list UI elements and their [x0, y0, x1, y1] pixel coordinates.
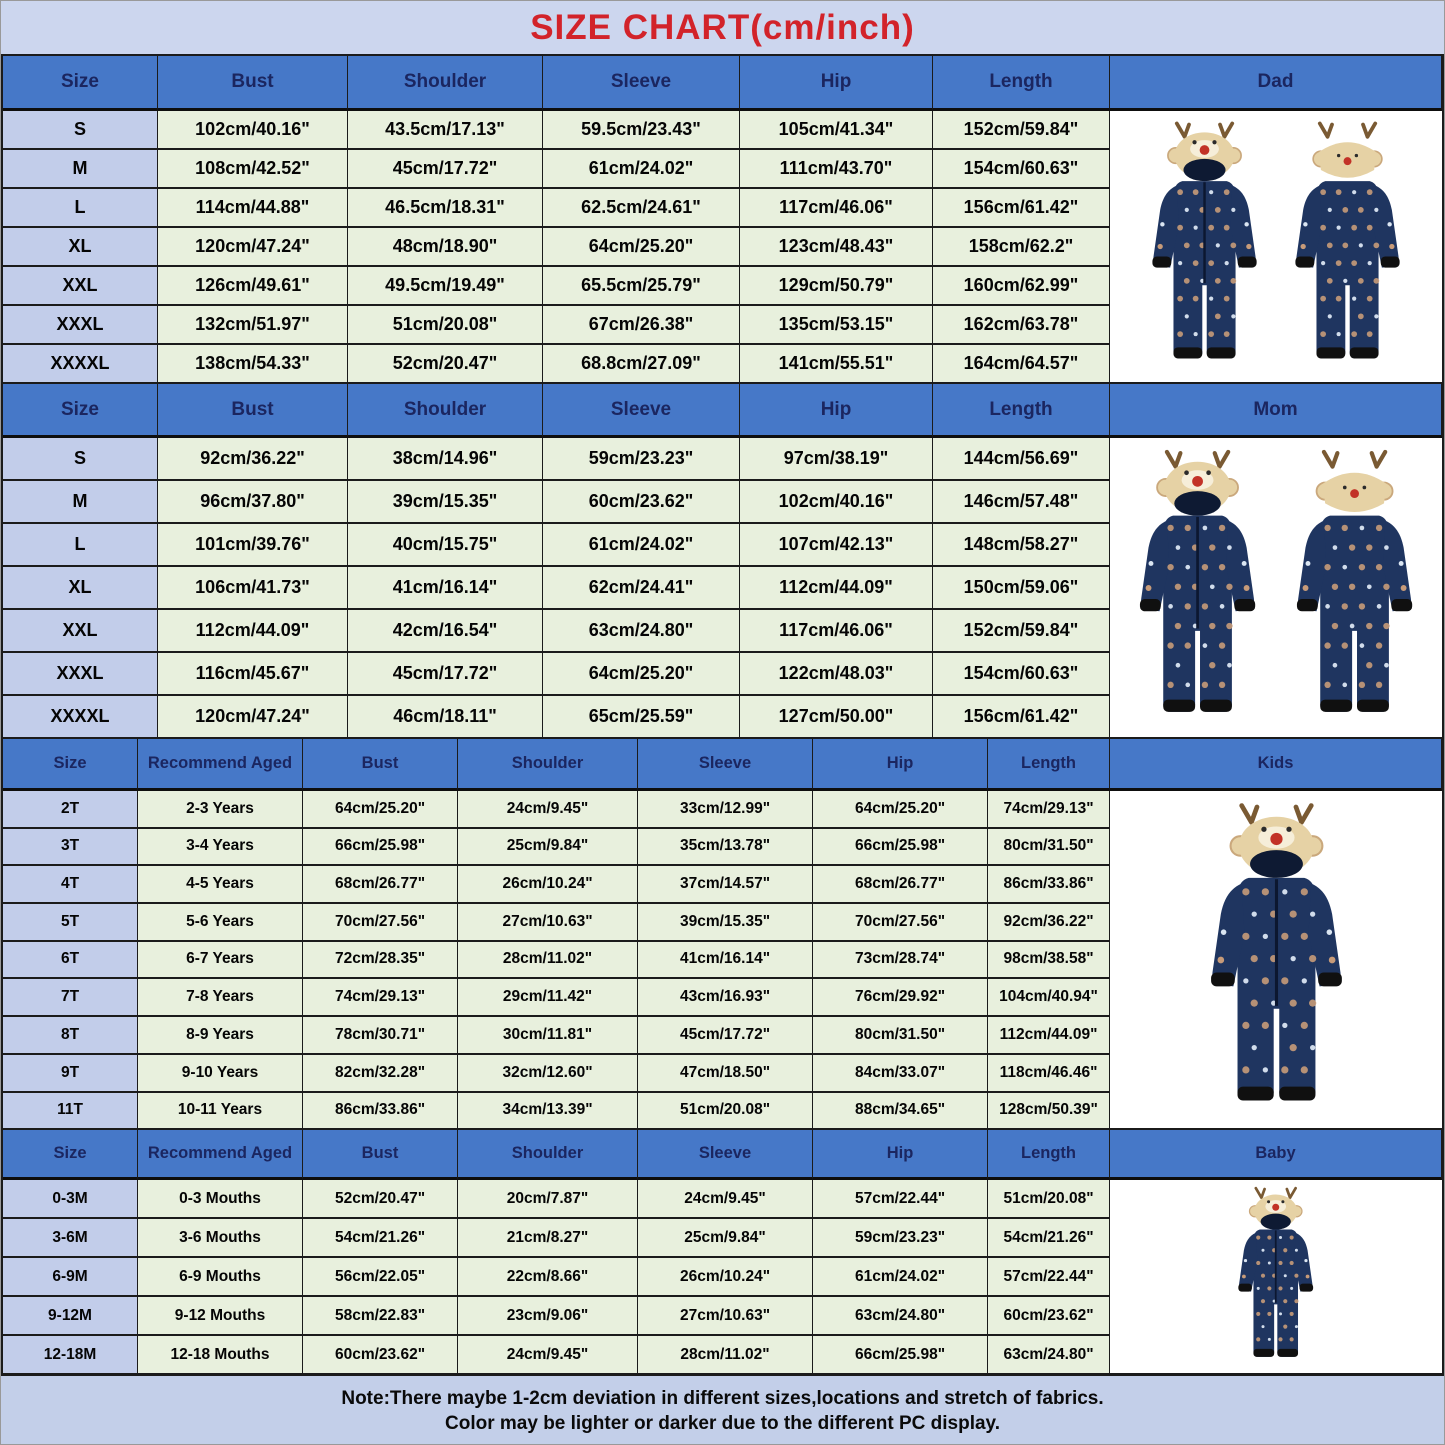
kids-column-header-4: Sleeve: [638, 739, 813, 791]
kids-value-cell: 82cm/32.28": [303, 1055, 458, 1093]
baby-pajama-front-image: [1228, 1185, 1323, 1368]
dad-value-cell: 154cm/60.63": [933, 150, 1110, 189]
kids-value-cell: 3-4 Years: [138, 829, 303, 867]
kids-value-cell: 41cm/16.14": [638, 942, 813, 980]
mom-size-cell: XL: [3, 567, 158, 610]
kids-column-header-0: Size: [3, 739, 138, 791]
kids-value-cell: 35cm/13.78": [638, 829, 813, 867]
baby-size-cell: 6-9M: [3, 1258, 138, 1297]
dad-value-cell: 114cm/44.88": [158, 189, 348, 228]
kids-size-cell: 5T: [3, 904, 138, 942]
mom-value-cell: 120cm/47.24": [158, 696, 348, 739]
kids-value-cell: 86cm/33.86": [988, 866, 1110, 904]
kids-value-cell: 128cm/50.39": [988, 1093, 1110, 1131]
kids-value-cell: 45cm/17.72": [638, 1017, 813, 1055]
baby-value-cell: 57cm/22.44": [988, 1258, 1110, 1297]
baby-value-cell: 58cm/22.83": [303, 1297, 458, 1336]
kids-value-cell: 30cm/11.81": [458, 1017, 638, 1055]
dad-value-cell: 43.5cm/17.13": [348, 111, 543, 150]
kids-value-cell: 34cm/13.39": [458, 1093, 638, 1131]
mom-value-cell: 92cm/36.22": [158, 438, 348, 481]
dad-value-cell: 138cm/54.33": [158, 345, 348, 384]
baby-value-cell: 23cm/9.06": [458, 1297, 638, 1336]
dad-value-cell: 158cm/62.2": [933, 228, 1110, 267]
kids-pajama-image-panel: [1110, 791, 1442, 1130]
kids-value-cell: 33cm/12.99": [638, 791, 813, 829]
kids-value-cell: 7-8 Years: [138, 979, 303, 1017]
baby-value-cell: 52cm/20.47": [303, 1180, 458, 1219]
kids-value-cell: 80cm/31.50": [988, 829, 1110, 867]
kids-size-cell: 9T: [3, 1055, 138, 1093]
kids-value-cell: 86cm/33.86": [303, 1093, 458, 1131]
mom-value-cell: 116cm/45.67": [158, 653, 348, 696]
dad-value-cell: 162cm/63.78": [933, 306, 1110, 345]
baby-value-cell: 54cm/21.26": [988, 1219, 1110, 1258]
dad-value-cell: 102cm/40.16": [158, 111, 348, 150]
mom-value-cell: 65cm/25.59": [543, 696, 740, 739]
mom-value-cell: 127cm/50.00": [740, 696, 933, 739]
dad-size-cell: L: [3, 189, 158, 228]
dad-column-header-0: Size: [3, 56, 158, 111]
kids-value-cell: 72cm/28.35": [303, 942, 458, 980]
kids-value-cell: 29cm/11.42": [458, 979, 638, 1017]
mom-value-cell: 64cm/25.20": [543, 653, 740, 696]
dad-column-header-3: Sleeve: [543, 56, 740, 111]
mom-pajama-image-panel: [1110, 438, 1442, 739]
baby-column-header-4: Sleeve: [638, 1130, 813, 1180]
dad-value-cell: 48cm/18.90": [348, 228, 543, 267]
mom-column-header-0: Size: [3, 384, 158, 438]
baby-column-header-3: Shoulder: [458, 1130, 638, 1180]
size-table-mom: [1, 384, 1444, 739]
kids-value-cell: 70cm/27.56": [813, 904, 988, 942]
dad-size-cell: XL: [3, 228, 158, 267]
mom-value-cell: 144cm/56.69": [933, 438, 1110, 481]
dad-value-cell: 62.5cm/24.61": [543, 189, 740, 228]
mom-value-cell: 40cm/15.75": [348, 524, 543, 567]
kids-column-header-2: Bust: [303, 739, 458, 791]
kids-value-cell: 6-7 Years: [138, 942, 303, 980]
dad-value-cell: 67cm/26.38": [543, 306, 740, 345]
mom-value-cell: 150cm/59.06": [933, 567, 1110, 610]
size-table-kids: [1, 739, 1444, 1130]
dad-column-header-4: Hip: [740, 56, 933, 111]
dad-size-cell: XXXL: [3, 306, 158, 345]
mom-column-header-3: Sleeve: [543, 384, 740, 438]
dad-value-cell: 120cm/47.24": [158, 228, 348, 267]
baby-value-cell: 9-12 Mouths: [138, 1297, 303, 1336]
note-line-1: Note:There maybe 1-2cm deviation in different sizes,locations and stretch of fabrics.: [341, 1387, 1104, 1409]
mom-value-cell: 41cm/16.14": [348, 567, 543, 610]
mom-value-cell: 107cm/42.13": [740, 524, 933, 567]
dad-value-cell: 129cm/50.79": [740, 267, 933, 306]
mom-value-cell: 148cm/58.27": [933, 524, 1110, 567]
mom-size-cell: L: [3, 524, 158, 567]
mom-column-header-1: Bust: [158, 384, 348, 438]
mom-size-cell: M: [3, 481, 158, 524]
mom-value-cell: 38cm/14.96": [348, 438, 543, 481]
baby-value-cell: 24cm/9.45": [638, 1180, 813, 1219]
mom-value-cell: 61cm/24.02": [543, 524, 740, 567]
baby-value-cell: 54cm/21.26": [303, 1219, 458, 1258]
dad-value-cell: 45cm/17.72": [348, 150, 543, 189]
baby-column-header-1: Recommend Aged: [138, 1130, 303, 1180]
dad-pajama-back-image: [1281, 119, 1414, 374]
dad-value-cell: 68.8cm/27.09": [543, 345, 740, 384]
kids-value-cell: 32cm/12.60": [458, 1055, 638, 1093]
mom-value-cell: 60cm/23.62": [543, 481, 740, 524]
kids-column-header-1: Recommend Aged: [138, 739, 303, 791]
note-footer: [1, 1375, 1444, 1445]
dad-column-header-1: Bust: [158, 56, 348, 111]
baby-value-cell: 6-9 Mouths: [138, 1258, 303, 1297]
baby-value-cell: 61cm/24.02": [813, 1258, 988, 1297]
kids-value-cell: 80cm/31.50": [813, 1017, 988, 1055]
dad-value-cell: 61cm/24.02": [543, 150, 740, 189]
mom-size-cell: XXXL: [3, 653, 158, 696]
baby-pajama-image-panel: [1110, 1180, 1442, 1375]
mom-group-label: Mom: [1110, 384, 1442, 438]
baby-size-cell: 0-3M: [3, 1180, 138, 1219]
baby-group-label: Baby: [1110, 1130, 1442, 1180]
kids-value-cell: 73cm/28.74": [813, 942, 988, 980]
mom-size-cell: XXL: [3, 610, 158, 653]
kids-value-cell: 112cm/44.09": [988, 1017, 1110, 1055]
mom-size-cell: XXXXL: [3, 696, 158, 739]
dad-group-label: Dad: [1110, 56, 1442, 111]
mom-value-cell: 122cm/48.03": [740, 653, 933, 696]
mom-value-cell: 146cm/57.48": [933, 481, 1110, 524]
kids-value-cell: 78cm/30.71": [303, 1017, 458, 1055]
mom-value-cell: 63cm/24.80": [543, 610, 740, 653]
mom-value-cell: 96cm/37.80": [158, 481, 348, 524]
kids-size-cell: 11T: [3, 1093, 138, 1131]
kids-value-cell: 66cm/25.98": [303, 829, 458, 867]
baby-value-cell: 28cm/11.02": [638, 1336, 813, 1375]
baby-size-cell: 9-12M: [3, 1297, 138, 1336]
baby-column-header-0: Size: [3, 1130, 138, 1180]
mom-value-cell: 45cm/17.72": [348, 653, 543, 696]
dad-value-cell: 52cm/20.47": [348, 345, 543, 384]
mom-value-cell: 97cm/38.19": [740, 438, 933, 481]
kids-pajama-front-image: [1193, 800, 1360, 1120]
dad-value-cell: 111cm/43.70": [740, 150, 933, 189]
baby-value-cell: 21cm/8.27": [458, 1219, 638, 1258]
mom-size-cell: S: [3, 438, 158, 481]
baby-value-cell: 66cm/25.98": [813, 1336, 988, 1375]
kids-size-cell: 4T: [3, 866, 138, 904]
mom-column-header-2: Shoulder: [348, 384, 543, 438]
dad-pajama-front-image: [1138, 119, 1271, 374]
kids-value-cell: 68cm/26.77": [813, 866, 988, 904]
kids-value-cell: 68cm/26.77": [303, 866, 458, 904]
kids-value-cell: 118cm/46.46": [988, 1055, 1110, 1093]
baby-value-cell: 22cm/8.66": [458, 1258, 638, 1297]
dad-pajama-image-panel: [1110, 111, 1442, 384]
dad-value-cell: 164cm/64.57": [933, 345, 1110, 384]
baby-value-cell: 26cm/10.24": [638, 1258, 813, 1297]
baby-size-cell: 3-6M: [3, 1219, 138, 1258]
mom-value-cell: 102cm/40.16": [740, 481, 933, 524]
kids-value-cell: 27cm/10.63": [458, 904, 638, 942]
dad-size-cell: XXL: [3, 267, 158, 306]
dad-value-cell: 49.5cm/19.49": [348, 267, 543, 306]
page-title: SIZE CHART(cm/inch): [530, 7, 915, 47]
dad-value-cell: 135cm/53.15": [740, 306, 933, 345]
baby-value-cell: 59cm/23.23": [813, 1219, 988, 1258]
mom-pajama-front-image: [1124, 447, 1271, 729]
dad-value-cell: 160cm/62.99": [933, 267, 1110, 306]
baby-column-header-6: Length: [988, 1130, 1110, 1180]
kids-value-cell: 88cm/34.65": [813, 1093, 988, 1131]
kids-size-cell: 2T: [3, 791, 138, 829]
mom-value-cell: 154cm/60.63": [933, 653, 1110, 696]
baby-column-header-5: Hip: [813, 1130, 988, 1180]
kids-value-cell: 39cm/15.35": [638, 904, 813, 942]
dad-value-cell: 123cm/48.43": [740, 228, 933, 267]
mom-value-cell: 106cm/41.73": [158, 567, 348, 610]
baby-value-cell: 60cm/23.62": [303, 1336, 458, 1375]
kids-value-cell: 24cm/9.45": [458, 791, 638, 829]
kids-value-cell: 98cm/38.58": [988, 942, 1110, 980]
title-bar: [1, 1, 1444, 56]
dad-value-cell: 65.5cm/25.79": [543, 267, 740, 306]
baby-value-cell: 20cm/7.87": [458, 1180, 638, 1219]
kids-value-cell: 26cm/10.24": [458, 866, 638, 904]
baby-value-cell: 12-18 Mouths: [138, 1336, 303, 1375]
mom-value-cell: 152cm/59.84": [933, 610, 1110, 653]
baby-value-cell: 24cm/9.45": [458, 1336, 638, 1375]
baby-value-cell: 0-3 Mouths: [138, 1180, 303, 1219]
size-table-baby: [1, 1130, 1444, 1375]
dad-value-cell: 152cm/59.84": [933, 111, 1110, 150]
baby-value-cell: 63cm/24.80": [988, 1336, 1110, 1375]
dad-size-cell: S: [3, 111, 158, 150]
baby-value-cell: 27cm/10.63": [638, 1297, 813, 1336]
kids-size-cell: 6T: [3, 942, 138, 980]
baby-size-cell: 12-18M: [3, 1336, 138, 1375]
kids-value-cell: 25cm/9.84": [458, 829, 638, 867]
dad-value-cell: 51cm/20.08": [348, 306, 543, 345]
mom-value-cell: 156cm/61.42": [933, 696, 1110, 739]
mom-value-cell: 59cm/23.23": [543, 438, 740, 481]
dad-value-cell: 132cm/51.97": [158, 306, 348, 345]
dad-value-cell: 141cm/55.51": [740, 345, 933, 384]
kids-value-cell: 43cm/16.93": [638, 979, 813, 1017]
kids-value-cell: 9-10 Years: [138, 1055, 303, 1093]
baby-value-cell: 56cm/22.05": [303, 1258, 458, 1297]
mom-value-cell: 117cm/46.06": [740, 610, 933, 653]
kids-column-header-5: Hip: [813, 739, 988, 791]
dad-value-cell: 59.5cm/23.43": [543, 111, 740, 150]
kids-value-cell: 47cm/18.50": [638, 1055, 813, 1093]
dad-value-cell: 156cm/61.42": [933, 189, 1110, 228]
mom-value-cell: 42cm/16.54": [348, 610, 543, 653]
kids-value-cell: 104cm/40.94": [988, 979, 1110, 1017]
mom-value-cell: 62cm/24.41": [543, 567, 740, 610]
kids-value-cell: 76cm/29.92": [813, 979, 988, 1017]
dad-value-cell: 105cm/41.34": [740, 111, 933, 150]
mom-value-cell: 39cm/15.35": [348, 481, 543, 524]
kids-value-cell: 2-3 Years: [138, 791, 303, 829]
mom-value-cell: 112cm/44.09": [158, 610, 348, 653]
kids-value-cell: 84cm/33.07": [813, 1055, 988, 1093]
kids-value-cell: 64cm/25.20": [303, 791, 458, 829]
dad-value-cell: 108cm/42.52": [158, 150, 348, 189]
kids-value-cell: 64cm/25.20": [813, 791, 988, 829]
kids-value-cell: 37cm/14.57": [638, 866, 813, 904]
baby-column-header-2: Bust: [303, 1130, 458, 1180]
mom-column-header-5: Length: [933, 384, 1110, 438]
kids-value-cell: 92cm/36.22": [988, 904, 1110, 942]
mom-value-cell: 112cm/44.09": [740, 567, 933, 610]
baby-value-cell: 63cm/24.80": [813, 1297, 988, 1336]
kids-value-cell: 4-5 Years: [138, 866, 303, 904]
baby-value-cell: 25cm/9.84": [638, 1219, 813, 1258]
mom-pajama-back-image: [1281, 447, 1428, 729]
kids-value-cell: 28cm/11.02": [458, 942, 638, 980]
kids-value-cell: 66cm/25.98": [813, 829, 988, 867]
kids-value-cell: 10-11 Years: [138, 1093, 303, 1131]
kids-size-cell: 8T: [3, 1017, 138, 1055]
kids-group-label: Kids: [1110, 739, 1442, 791]
kids-value-cell: 8-9 Years: [138, 1017, 303, 1055]
mom-value-cell: 46cm/18.11": [348, 696, 543, 739]
kids-value-cell: 5-6 Years: [138, 904, 303, 942]
kids-value-cell: 51cm/20.08": [638, 1093, 813, 1131]
baby-value-cell: 51cm/20.08": [988, 1180, 1110, 1219]
baby-value-cell: 60cm/23.62": [988, 1297, 1110, 1336]
size-table-dad: [1, 56, 1444, 384]
dad-column-header-2: Shoulder: [348, 56, 543, 111]
dad-value-cell: 126cm/49.61": [158, 267, 348, 306]
baby-value-cell: 3-6 Mouths: [138, 1219, 303, 1258]
kids-column-header-3: Shoulder: [458, 739, 638, 791]
kids-value-cell: 74cm/29.13": [988, 791, 1110, 829]
kids-column-header-6: Length: [988, 739, 1110, 791]
note-line-2: Color may be lighter or darker due to the different PC display.: [445, 1412, 1000, 1434]
kids-value-cell: 70cm/27.56": [303, 904, 458, 942]
kids-size-cell: 3T: [3, 829, 138, 867]
kids-value-cell: 74cm/29.13": [303, 979, 458, 1017]
dad-value-cell: 64cm/25.20": [543, 228, 740, 267]
dad-column-header-5: Length: [933, 56, 1110, 111]
dad-size-cell: M: [3, 150, 158, 189]
baby-value-cell: 57cm/22.44": [813, 1180, 988, 1219]
mom-value-cell: 101cm/39.76": [158, 524, 348, 567]
kids-size-cell: 7T: [3, 979, 138, 1017]
dad-value-cell: 117cm/46.06": [740, 189, 933, 228]
dad-size-cell: XXXXL: [3, 345, 158, 384]
dad-value-cell: 46.5cm/18.31": [348, 189, 543, 228]
mom-column-header-4: Hip: [740, 384, 933, 438]
